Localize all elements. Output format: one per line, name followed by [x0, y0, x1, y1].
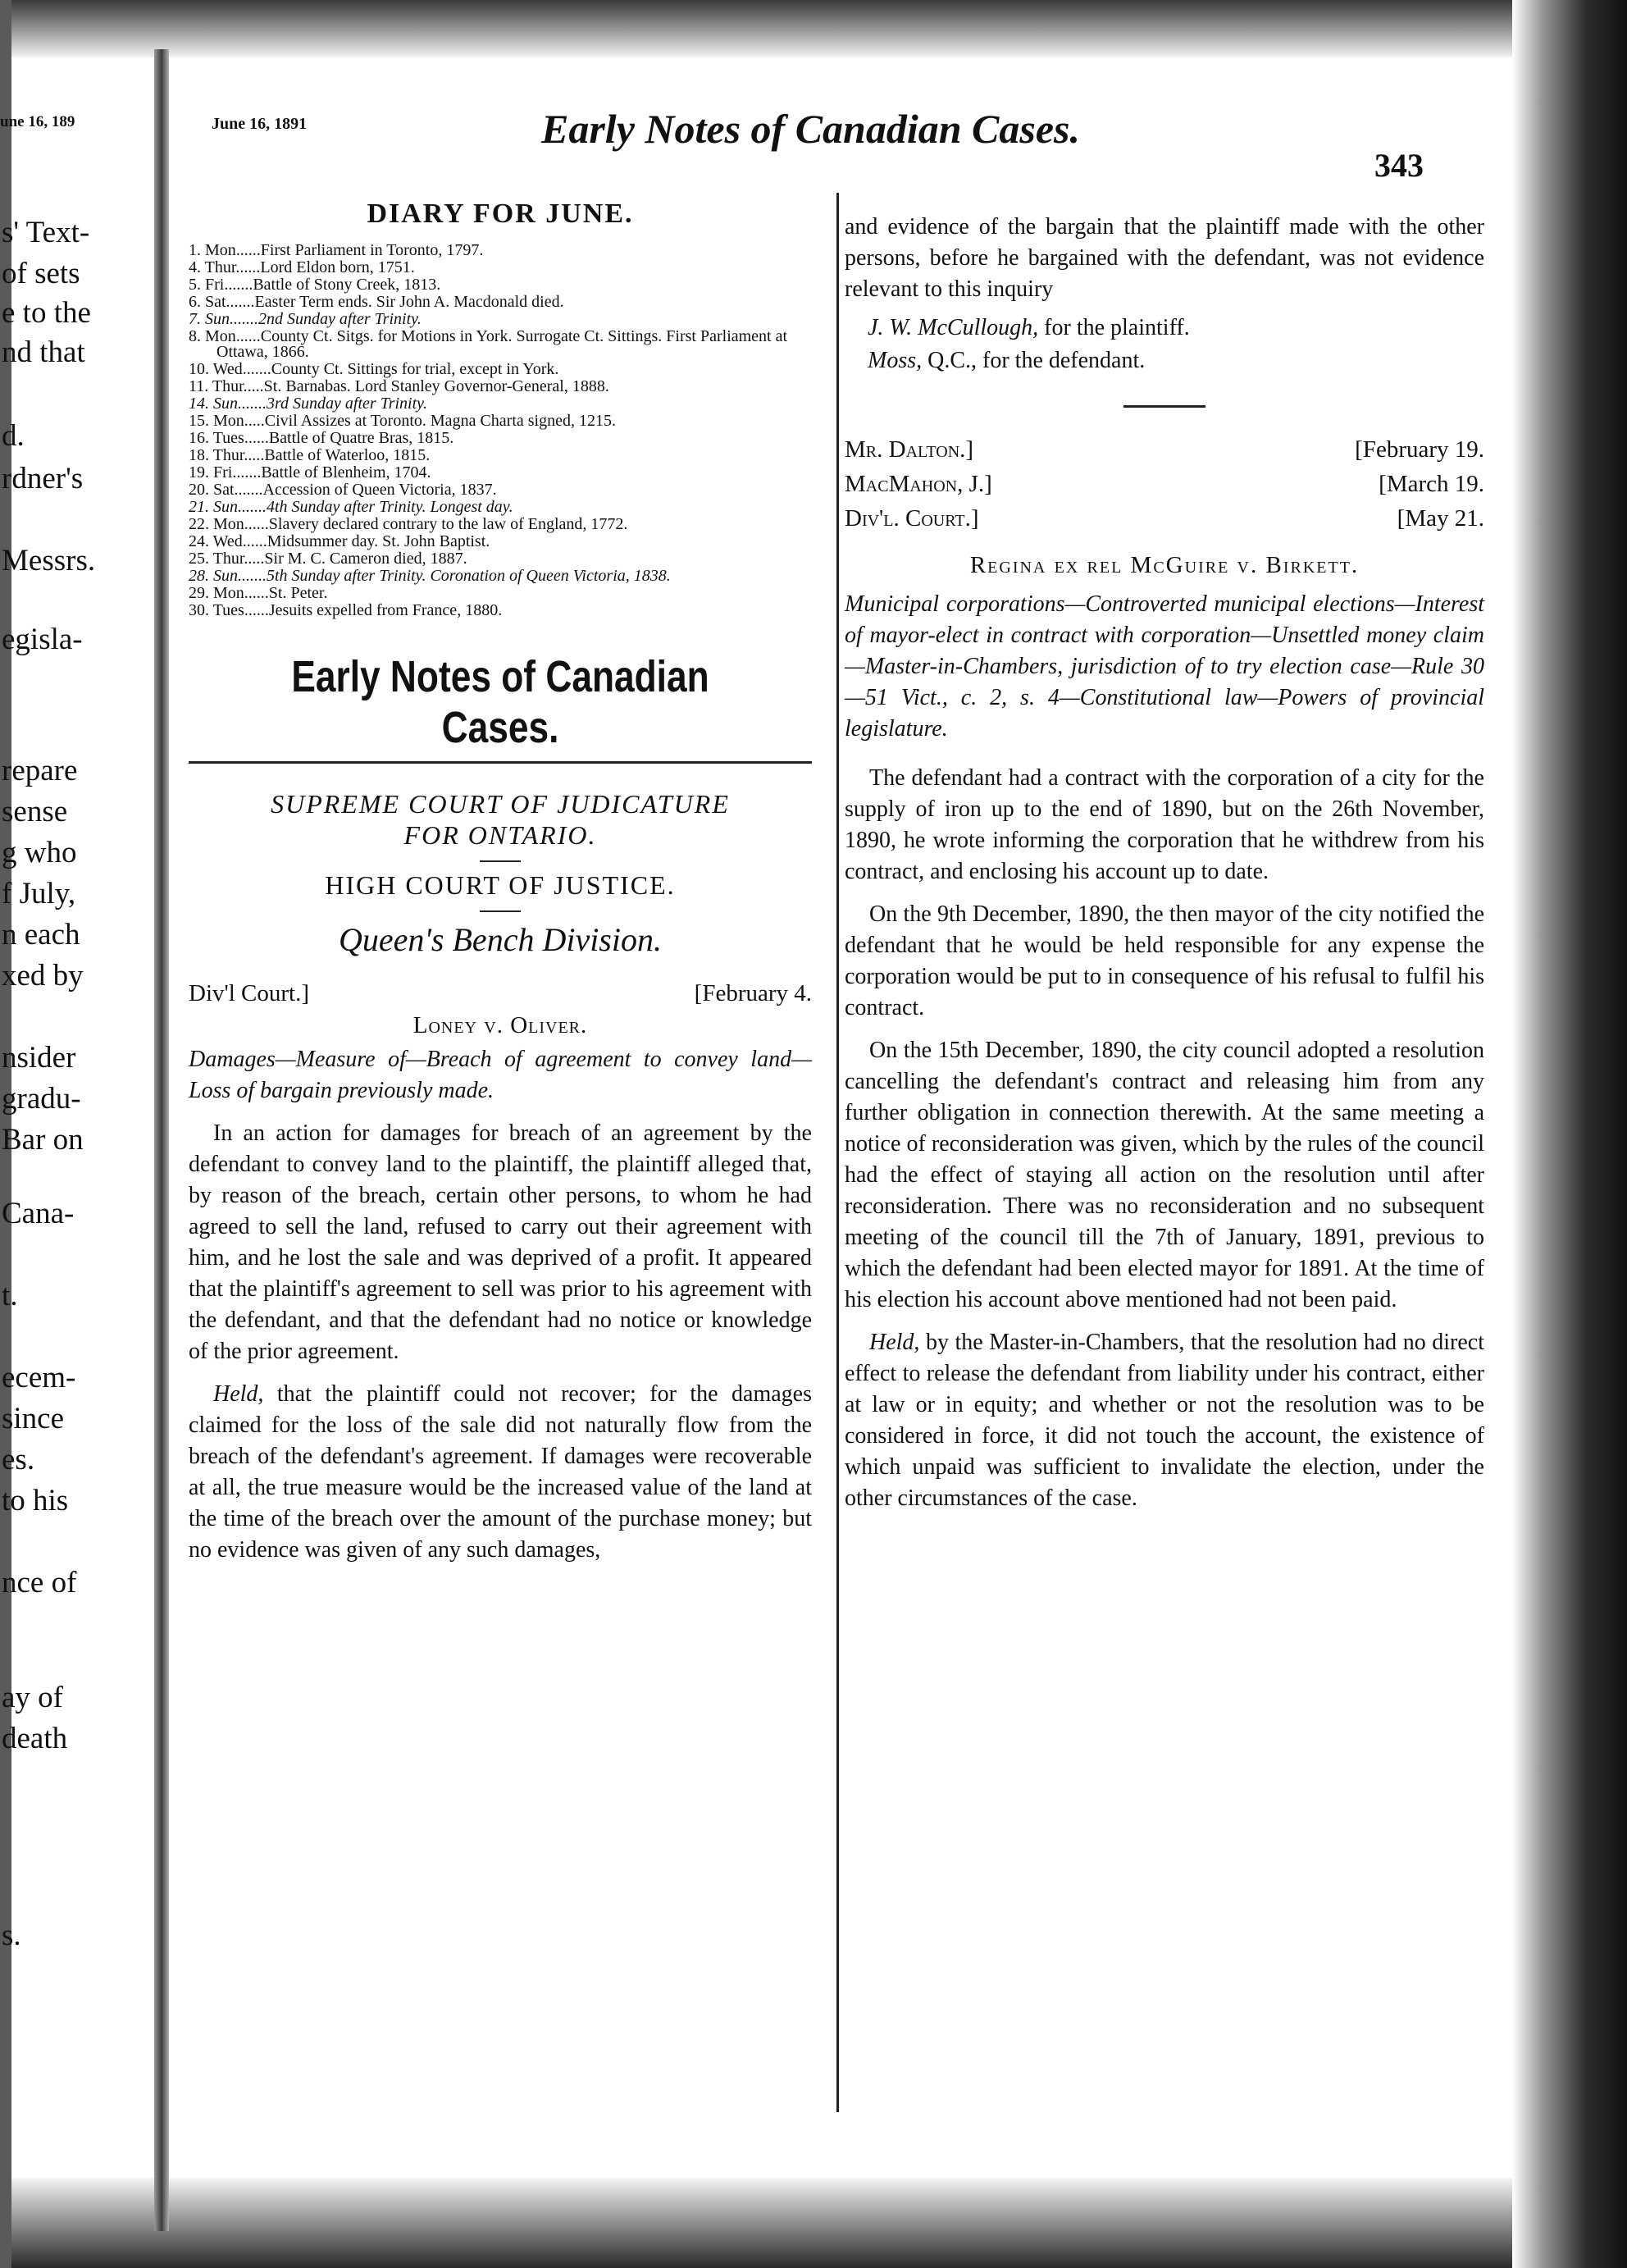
case1-name: Loney v. Oliver.: [412, 1012, 588, 1038]
case2-judge: Div'l. Court.]: [845, 505, 979, 532]
case2-paragraph: On the 15th December, 1890, the city council adopted a resolution cancelling the defendant's contract and releasing him from any further obligation in connection therewith. At the same meeting a notice of reconsideration was given, which by the rules of the council had the effect of staying all action on the resolution until after reconsideration. There was no reconsideration and no subsequent meeting of the council till the 7th of January, 1891, previous to which the defendant had been elected mayor for 1891. At the time of his election his account above mentioned had not been paid.: [845, 1038, 1484, 1312]
page-number: 343: [1374, 147, 1424, 184]
counsel-role: for the plaintiff.: [1038, 315, 1190, 340]
left-fragment-line: Messrs.: [2, 544, 96, 577]
case2-court-block: [845, 432, 1484, 536]
case2-name: Regina ex rel McGuire v. Birkett.: [969, 552, 1360, 578]
case2-paragraph: The defendant had a contract with the corporation of a city for the supply of iron up to the end of 1890, but on the 26th November, 1890, he wrote informing the corporation that he withdrew from his contract, and enclosing his account up to date.: [845, 765, 1484, 884]
case2-holding: [845, 1327, 1484, 1514]
court-name: SUPREME COURT OF JUDICATURE: [271, 789, 730, 819]
title-rule: [189, 761, 812, 764]
running-head-date: June 16, 1891: [212, 115, 308, 133]
left-fragment-line: s' Text-: [2, 216, 90, 249]
case2-dates: [1355, 432, 1484, 536]
running-head-title: Early Notes of Canadian Cases.: [541, 106, 1081, 152]
counsel-name: Moss,: [868, 348, 923, 373]
left-fragment-line: n each: [2, 918, 80, 951]
scan-edge-right: [1512, 0, 1627, 2268]
diary-entry: 29. Mon......St. Peter.: [189, 584, 328, 602]
short-rule: [480, 910, 521, 912]
case1-court-row: [189, 980, 812, 1007]
left-fragment-line: ay of: [2, 1681, 63, 1714]
case2-date: [March 19.: [1379, 471, 1484, 497]
diary-entry: 4. Thur......Lord Eldon born, 1751.: [189, 258, 415, 276]
left-fragment-line: g who: [2, 836, 77, 869]
diary-entry: 8. Mon......County Ct. Sitgs. for Motions in York. Surrogate Ct. Sittings. First Parliament at Ottawa, 1866.: [189, 327, 788, 361]
case1-paragraph: In an action for damages for breach of an agreement by the defendant to convey land to the plaintiff, the plaintiff alleged that, by reason of the breach, certain other persons, to whom he had agreed to sell the land, refused to carry out their agreement with him, and he lost the sale and was deprived of a profit. It appeared that the plaintiff's agreement to sell was prior to his agreement with the defendant, and that the defendant had no notice or knowledge of the prior agreement.: [189, 1120, 812, 1364]
diary-entry: 20. Sat.......Accession of Queen Victoria, 1837.: [189, 481, 497, 499]
case2-judges: [845, 432, 992, 536]
case-separator-rule: [1123, 405, 1205, 408]
diary-entry: 11. Thur.....St. Barnabas. Lord Stanley Governor-General, 1888.: [189, 377, 609, 395]
left-fragment-line: egisla-: [2, 623, 83, 656]
left-fragment-line: t.: [2, 1279, 18, 1312]
diary-entry: 14. Sun.......3rd Sunday after Trinity.: [189, 395, 427, 413]
counsel-role: Q.C., for the defendant.: [922, 348, 1146, 373]
left-fragment-line: nce of: [2, 1566, 77, 1599]
diary-heading: DIARY FOR JUNE.: [367, 199, 634, 229]
left-fragment-line: Cana-: [2, 1197, 75, 1230]
case2-headnote: Municipal corporations—Controverted municipal elections—Interest of mayor-elect in contract with corporation—Unsettled money claim—Master-in-Chambers, jurisdiction of to try election case—Rule 30—51 Vict., c. 2, s. 4—Constitutional law—Powers of provincial legislature.: [845, 591, 1484, 742]
case1-continuation: and evidence of the bargain that the plaintiff made with the other persons, before he bargained with the defendant, was not evidence relevant to this inquiry: [845, 214, 1484, 302]
case1-headnote: Damages—Measure of—Breach of agreement to convey land—Loss of bargain previously made.: [189, 1047, 812, 1103]
left-fragment-line: repare: [2, 754, 78, 787]
left-page-fragment: [0, 0, 148, 2268]
diary-entry: 28. Sun.......5th Sunday after Trinity. Coronation of Queen Victoria, 1838.: [189, 567, 671, 585]
left-fragment-line: to his: [2, 1484, 69, 1517]
left-column: [189, 189, 812, 1566]
left-page-date: une 16, 189: [0, 113, 75, 130]
diary-entry: 30. Tues......Jesuits expelled from France, 1880.: [189, 601, 503, 619]
left-fragment-line: gradu-: [2, 1082, 81, 1116]
left-fragment-line: ecem-: [2, 1361, 76, 1394]
diary-entry: 18. Thur.....Battle of Waterloo, 1815.: [189, 446, 431, 464]
left-fragment-line: of sets: [2, 257, 80, 290]
diary-entry: 6. Sat.......Easter Term ends. Sir John A. Macdonald died.: [189, 293, 564, 311]
diary-entry: 25. Thur.....Sir M. C. Cameron died, 1887.: [189, 550, 467, 568]
diary-entry: 7. Sun.......2nd Sunday after Trinity.: [189, 310, 422, 328]
diary-entry: 15. Mon.....Civil Assizes at Toronto. Magna Charta signed, 1215.: [189, 412, 616, 430]
diary-list: [189, 243, 812, 618]
left-fragment-line: nsider: [2, 1041, 76, 1075]
case2-date: [May 21.: [1397, 505, 1484, 532]
held-label: Held,: [869, 1330, 920, 1355]
case1-counsel-plaintiff: [845, 312, 1484, 345]
left-fragment-line: sense: [2, 795, 68, 828]
scan-edge-bottom: [0, 2178, 1627, 2268]
left-fragment-line: since: [2, 1402, 65, 1435]
diary-entry: 22. Mon......Slavery declared contrary to the law of England, 1772.: [189, 515, 628, 533]
short-rule: [480, 860, 521, 862]
case1-date: [February 4.: [694, 980, 812, 1006]
case1-holding-text: that the plaintiff could not recover; for the damages claimed for the loss of the sale did not naturally flow from the breach of the defendant's agreement. If damages were recoverable at all, the true measure would be the increased value of the land at the time of the breach over the amount of the purchase money; but no evidence was given of any such damages,: [189, 1381, 812, 1563]
scan-edge-top: [0, 0, 1627, 57]
diary-entry: 10. Wed.......County Ct. Sittings for trial, except in York.: [189, 360, 559, 378]
column-divider: [836, 193, 839, 2112]
case2-holding-text: by the Master-in-Chambers, that the resolution had no direct effect to release the defendant from liability under his contract, either at law or in equity; and whether or not the resolution was to be considered in force, it did not touch the account, the existence of which unpaid was sufficient to invalidate the election, under the other circumstances of the case.: [845, 1330, 1484, 1511]
case1-court: Div'l Court.]: [189, 980, 309, 1006]
diary-entry: 21. Sun.......4th Sunday after Trinity. Longest day.: [189, 498, 513, 516]
left-fragment-line: nd that: [2, 335, 85, 369]
case1-counsel-defendant: [845, 345, 1484, 377]
left-fragment-line: Bar on: [2, 1123, 84, 1157]
diary-entry: 5. Fri.......Battle of Stony Creek, 1813.: [189, 276, 441, 294]
court-name-line2: FOR ONTARIO.: [403, 820, 597, 850]
case2-judge: MacMahon, J.]: [845, 471, 992, 497]
left-fragment-line: e to the: [2, 296, 91, 330]
bench-division: Queen's Bench Division.: [338, 921, 662, 958]
diary-entry: 19. Fri.......Battle of Blenheim, 1704.: [189, 463, 431, 481]
diary-entry: 24. Wed......Midsummer day. St. John Baptist.: [189, 532, 490, 550]
left-fragment-line: s.: [2, 1919, 21, 1952]
diary-entry: 1. Mon......First Parliament in Toronto, 1797.: [189, 241, 484, 259]
case2-paragraph: On the 9th December, 1890, the then mayor of the city notified the defendant that he would be held responsible for any expense the corporation would be put to in consequence of his refusal to fulfil his contract.: [845, 901, 1484, 1020]
counsel-name: J. W. McCullough,: [868, 315, 1039, 340]
court-division: HIGH COURT OF JUSTICE.: [325, 870, 676, 900]
case1-holding: [189, 1379, 812, 1566]
left-fragment-line: f July,: [2, 877, 76, 910]
left-fragment-line: death: [2, 1722, 68, 1755]
left-fragment-line: es.: [2, 1443, 35, 1476]
case2-judge: Mr. Dalton.]: [845, 436, 974, 463]
case2-date: [February 19.: [1355, 436, 1484, 463]
diary-entry: 16. Tues......Battle of Quatre Bras, 1815.: [189, 429, 454, 447]
right-column: [845, 212, 1484, 1514]
left-fragment-line: rdner's: [2, 462, 84, 495]
held-label: Held,: [213, 1381, 264, 1407]
page-gutter: [154, 49, 169, 2231]
left-fragment-line: xed by: [2, 959, 84, 993]
left-fragment-line: d.: [2, 419, 25, 453]
section-title: Early Notes of Canadian Cases.: [291, 652, 709, 752]
